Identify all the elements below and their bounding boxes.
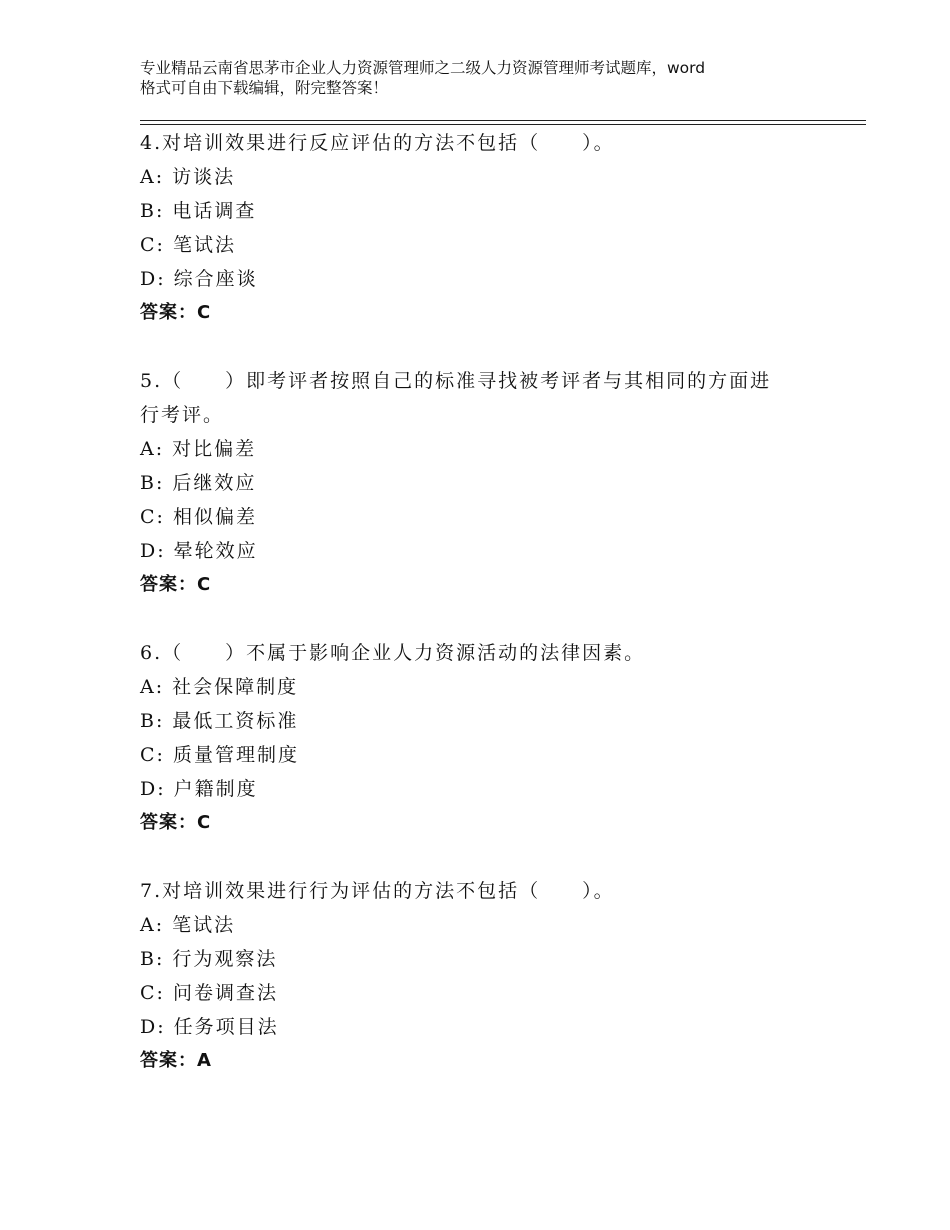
header-divider-bottom (140, 124, 866, 125)
question-stem-line1: 5.（ ）即考评者按照自己的标准寻找被考评者与其相同的方面进 (140, 370, 772, 392)
answer-label: 答案：C (140, 812, 212, 833)
question-spacer (140, 602, 840, 636)
question-spacer (140, 330, 840, 364)
option-a: A: 社会保障制度 (140, 676, 299, 698)
option-d: D: 任务项目法 (140, 1016, 279, 1038)
question-4 (140, 126, 840, 330)
option-b: B: 后继效应 (140, 472, 257, 494)
answer-label: 答案：A (140, 1050, 212, 1071)
option-a: A: 笔试法 (140, 914, 236, 936)
option-c: C: 笔试法 (140, 234, 236, 256)
question-stem: 4.对培训效果进行反应评估的方法不包括（ ）。 (140, 132, 615, 154)
answer-label: 答案：C (140, 302, 212, 323)
question-list (140, 126, 840, 1078)
document-header (140, 58, 830, 98)
question-stem: 7.对培训效果进行行为评估的方法不包括（ ）。 (140, 880, 615, 902)
option-a: A: 对比偏差 (140, 438, 257, 460)
question-stem: 6.（ ）不属于影响企业人力资源活动的法律因素。 (140, 642, 646, 664)
option-b: B: 行为观察法 (140, 948, 278, 970)
question-spacer (140, 840, 840, 874)
question-7 (140, 874, 840, 1078)
header-title-line2: 格式可自由下载编辑，附完整答案！ (140, 79, 389, 97)
answer-label: 答案：C (140, 574, 212, 595)
header-divider-top (140, 120, 866, 121)
question-6 (140, 636, 840, 840)
option-b: B: 电话调查 (140, 200, 257, 222)
option-d: D: 户籍制度 (140, 778, 258, 800)
option-b: B: 最低工资标准 (140, 710, 299, 732)
option-c: C: 相似偏差 (140, 506, 257, 528)
question-5 (140, 364, 840, 602)
question-stem-line2: 行考评。 (140, 404, 225, 426)
option-c: C: 问卷调查法 (140, 982, 278, 1004)
option-c: C: 质量管理制度 (140, 744, 299, 766)
option-d: D: 综合座谈 (140, 268, 258, 290)
option-a: A: 访谈法 (140, 166, 236, 188)
header-title-line1: 专业精品云南省思茅市企业人力资源管理师之二级人力资源管理师考试题库，word (140, 59, 706, 77)
option-d: D: 晕轮效应 (140, 540, 258, 562)
